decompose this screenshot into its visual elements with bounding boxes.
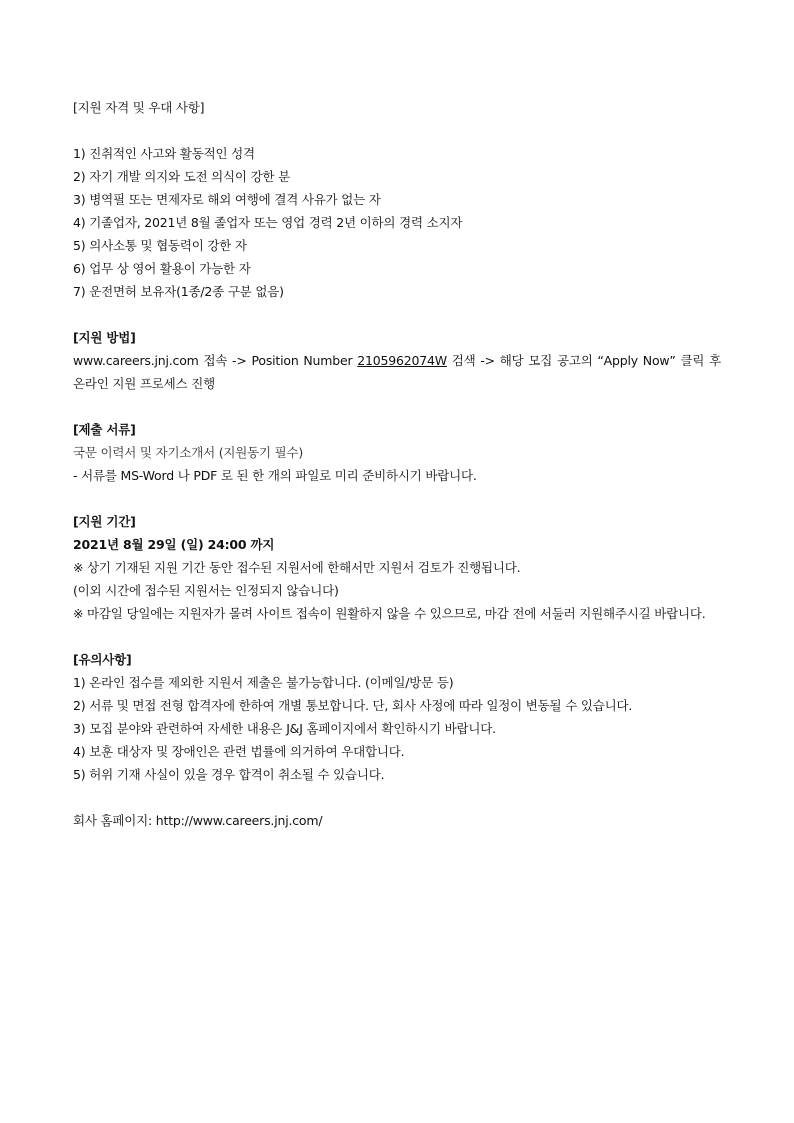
apply-method-text-before: www.careers.jnj.com 접속 -> Position Number <box>73 353 358 368</box>
note-item: 4) 보훈 대상자 및 장애인은 관련 법률에 의거하여 우대합니다. <box>73 744 405 759</box>
qualification-item: 4) 기졸업자, 2021년 8월 졸업자 또는 영업 경력 2년 이하의 경력 소지자 <box>73 215 463 230</box>
documents-line-2: - 서류를 MS-Word 나 PDF 로 된 한 개의 파일로 미리 준비하시기 바랍니다. <box>73 468 477 483</box>
note-item: 3) 모집 분야와 관련하여 자세한 내용은 J&J 홈페이지에서 확인하시기 바랍니다. <box>73 721 496 736</box>
company-homepage: 회사 홈페이지: http://www.careers.jnj.com/ <box>73 813 323 828</box>
qualification-item: 7) 운전면허 보유자(1종/2종 구분 없음) <box>73 284 284 299</box>
qualification-item: 3) 병역필 또는 면제자로 해외 여행에 결격 사유가 없는 자 <box>73 192 381 207</box>
document-body <box>73 96 721 832</box>
note-item: 1) 온라인 접수를 제외한 지원서 제출은 불가능합니다. (이메일/방문 등) <box>73 675 454 690</box>
qualification-item: 6) 업무 상 영어 활용이 가능한 자 <box>73 261 251 276</box>
apply-method-text-after: 검색 -> 해당 모집 공고의 “Apply Now” 클릭 후 온라인 지원 프로세스 진행 <box>73 353 721 391</box>
apply-method-text <box>73 349 721 395</box>
note-item: 2) 서류 및 면접 전형 합격자에 한하여 개별 통보합니다. 단, 회사 사정에 따라 일정이 변동될 수 있습니다. <box>73 698 633 713</box>
documents-line-1: 국문 이력서 및 자기소개서 (지원동기 필수) <box>73 445 304 460</box>
qualifications-heading: [지원 자격 및 우대 사항] <box>73 100 205 115</box>
position-number: 2105962074W <box>357 353 447 368</box>
note-item: 5) 허위 기재 사실이 있을 경우 합격이 취소될 수 있습니다. <box>73 767 385 782</box>
documents-heading: [제출 서류] <box>73 422 136 437</box>
qualification-item: 5) 의사소통 및 협동력이 강한 자 <box>73 238 247 253</box>
qualification-item: 2) 자기 개발 의지와 도전 의식이 강한 분 <box>73 169 290 184</box>
qualification-item: 1) 진취적인 사고와 활동적인 성격 <box>73 146 255 161</box>
period-heading: [지원 기간] <box>73 514 136 529</box>
notes-heading: [유의사항] <box>73 652 132 667</box>
period-note-1: ※ 상기 기재된 지원 기간 동안 접수된 지원서에 한해서만 지원서 검토가 진행됩니다. <box>73 560 521 575</box>
period-deadline: 2021년 8월 29일 (일) 24:00 까지 <box>73 537 275 552</box>
period-note-3: ※ 마감일 당일에는 지원자가 몰려 사이트 접속이 원활하지 않을 수 있으므로, 마감 전에 서둘러 지원해주시길 바랍니다. <box>73 606 706 621</box>
apply-method-heading: [지원 방법] <box>73 330 136 345</box>
period-note-2: (이외 시간에 접수된 지원서는 인정되지 않습니다) <box>73 583 339 598</box>
